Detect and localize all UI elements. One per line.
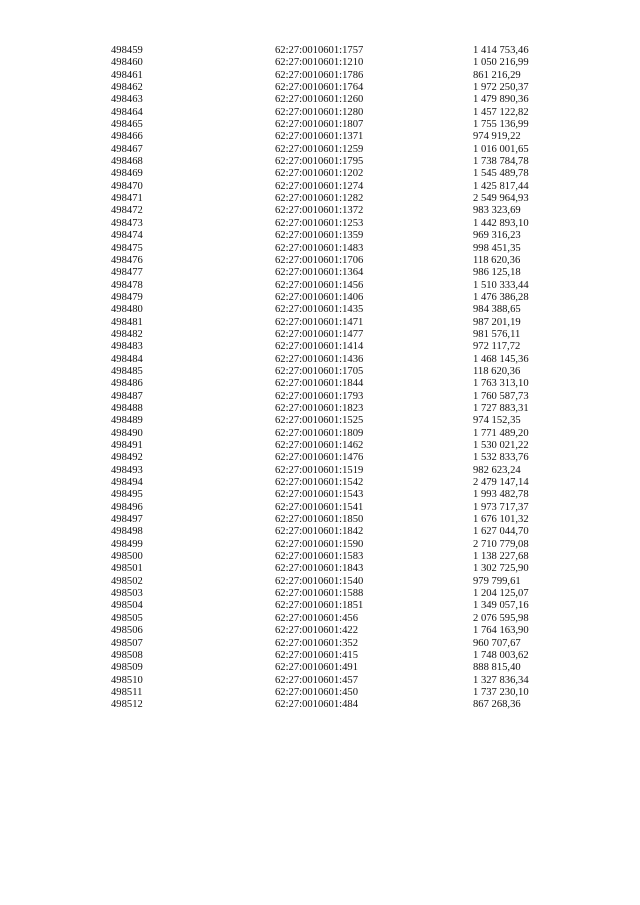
cadastral-value-cell: 983 323,69 <box>473 205 521 217</box>
table-row <box>111 638 563 650</box>
cadastral-value-cell: 1 764 163,90 <box>473 625 529 637</box>
record-number-cell: 498485 <box>111 365 143 377</box>
record-number-cell: 498463 <box>111 94 143 106</box>
record-number-cell: 498472 <box>111 205 143 217</box>
cadastral-value-table <box>111 45 563 712</box>
table-row <box>111 526 563 538</box>
cadastral-number-cell: 62:27:0010601:1483 <box>275 242 364 254</box>
record-number-cell: 498464 <box>111 106 143 118</box>
table-row <box>111 317 563 329</box>
cadastral-number-cell: 62:27:0010601:456 <box>275 612 358 624</box>
record-number-cell: 498493 <box>111 464 143 476</box>
cadastral-value-cell: 981 576,11 <box>473 328 521 340</box>
cadastral-number-cell: 62:27:0010601:1471 <box>275 316 364 328</box>
cadastral-value-cell: 1 993 482,78 <box>473 489 529 501</box>
record-number-cell: 498459 <box>111 45 143 56</box>
record-number-cell: 498474 <box>111 230 143 242</box>
cadastral-value-cell: 118 620,36 <box>473 254 521 266</box>
cadastral-value-cell: 979 799,61 <box>473 575 521 587</box>
record-number-cell: 498495 <box>111 489 143 501</box>
cadastral-value-cell: 1 763 313,10 <box>473 378 529 390</box>
cadastral-value-cell: 987 201,19 <box>473 316 521 328</box>
record-number-cell: 498480 <box>111 304 143 316</box>
record-number-cell: 498465 <box>111 119 143 131</box>
table-row <box>111 477 563 489</box>
cadastral-value-cell: 1 204 125,07 <box>473 588 529 600</box>
table-row <box>111 243 563 255</box>
record-number-cell: 498483 <box>111 341 143 353</box>
cadastral-number-cell: 62:27:0010601:1477 <box>275 328 364 340</box>
cadastral-value-cell: 2 076 595,98 <box>473 612 529 624</box>
table-row <box>111 255 563 267</box>
cadastral-value-cell: 972 117,72 <box>473 341 521 353</box>
table-row <box>111 452 563 464</box>
record-number-cell: 498506 <box>111 625 143 637</box>
table-row <box>111 539 563 551</box>
table-row <box>111 144 563 156</box>
cadastral-number-cell: 62:27:0010601:1843 <box>275 563 364 575</box>
table-row <box>111 218 563 230</box>
table-row <box>111 440 563 452</box>
record-number-cell: 498468 <box>111 156 143 168</box>
cadastral-value-cell: 1 972 250,37 <box>473 82 529 94</box>
cadastral-number-cell: 62:27:0010601:1210 <box>275 57 364 69</box>
table-row <box>111 181 563 193</box>
table-row <box>111 489 563 501</box>
record-number-cell: 498491 <box>111 440 143 451</box>
cadastral-value-cell: 861 216,29 <box>473 69 521 81</box>
record-number-cell: 498471 <box>111 193 143 205</box>
cadastral-number-cell: 62:27:0010601:1259 <box>275 143 364 155</box>
cadastral-value-cell: 867 268,36 <box>473 699 521 711</box>
cadastral-number-cell: 62:27:0010601:491 <box>275 662 358 674</box>
record-number-cell: 498510 <box>111 674 143 686</box>
record-number-cell: 498494 <box>111 477 143 489</box>
record-number-cell: 498512 <box>111 699 143 711</box>
record-number-cell: 498477 <box>111 267 143 279</box>
cadastral-number-cell: 62:27:0010601:1253 <box>275 217 364 229</box>
cadastral-value-cell: 1 457 122,82 <box>473 106 529 118</box>
cadastral-value-cell: 1 510 333,44 <box>473 279 529 291</box>
cadastral-number-cell: 62:27:0010601:1406 <box>275 291 364 303</box>
cadastral-number-cell: 62:27:0010601:1364 <box>275 267 364 279</box>
cadastral-value-cell: 1 748 003,62 <box>473 649 529 661</box>
record-number-cell: 498484 <box>111 353 143 365</box>
cadastral-value-cell: 1 476 386,28 <box>473 291 529 303</box>
table-row <box>111 415 563 427</box>
record-number-cell: 498461 <box>111 69 143 81</box>
table-row <box>111 687 563 699</box>
cadastral-number-cell: 62:27:0010601:352 <box>275 637 358 649</box>
cadastral-number-cell: 62:27:0010601:1541 <box>275 501 364 513</box>
record-number-cell: 498496 <box>111 501 143 513</box>
table-row <box>111 502 563 514</box>
cadastral-number-cell: 62:27:0010601:1844 <box>275 378 364 390</box>
record-number-cell: 498479 <box>111 291 143 303</box>
record-number-cell: 498482 <box>111 328 143 340</box>
cadastral-number-cell: 62:27:0010601:1435 <box>275 304 364 316</box>
table-row <box>111 563 563 575</box>
table-row <box>111 465 563 477</box>
record-number-cell: 498462 <box>111 82 143 94</box>
cadastral-number-cell: 62:27:0010601:1764 <box>275 82 364 94</box>
cadastral-number-cell: 62:27:0010601:1282 <box>275 193 364 205</box>
table-row <box>111 82 563 94</box>
cadastral-number-cell: 62:27:0010601:1436 <box>275 353 364 365</box>
record-number-cell: 498486 <box>111 378 143 390</box>
table-row <box>111 699 563 711</box>
cadastral-number-cell: 62:27:0010601:457 <box>275 674 358 686</box>
table-row <box>111 292 563 304</box>
table-body <box>111 45 563 712</box>
cadastral-number-cell: 62:27:0010601:1542 <box>275 477 364 489</box>
cadastral-number-cell: 62:27:0010601:1260 <box>275 94 364 106</box>
cadastral-number-cell: 62:27:0010601:1359 <box>275 230 364 242</box>
cadastral-value-cell: 118 620,36 <box>473 365 521 377</box>
table-row <box>111 588 563 600</box>
cadastral-value-cell: 1 727 883,31 <box>473 402 529 414</box>
record-number-cell: 498467 <box>111 143 143 155</box>
record-number-cell: 498504 <box>111 600 143 612</box>
table-row <box>111 576 563 588</box>
record-number-cell: 498476 <box>111 254 143 266</box>
cadastral-value-cell: 1 050 216,99 <box>473 57 529 69</box>
cadastral-number-cell: 62:27:0010601:450 <box>275 686 358 698</box>
cadastral-number-cell: 62:27:0010601:1476 <box>275 452 364 464</box>
cadastral-value-cell: 1 676 101,32 <box>473 514 529 526</box>
record-number-cell: 498499 <box>111 538 143 550</box>
record-number-cell: 498466 <box>111 131 143 143</box>
record-number-cell: 498511 <box>111 686 143 698</box>
table-row <box>111 391 563 403</box>
table-row <box>111 551 563 563</box>
cadastral-number-cell: 62:27:0010601:1202 <box>275 168 364 180</box>
cadastral-number-cell: 62:27:0010601:1706 <box>275 254 364 266</box>
cadastral-value-cell: 1 545 489,78 <box>473 168 529 180</box>
cadastral-number-cell: 62:27:0010601:1372 <box>275 205 364 217</box>
cadastral-number-cell: 62:27:0010601:1793 <box>275 390 364 402</box>
table-row <box>111 304 563 316</box>
record-number-cell: 498478 <box>111 279 143 291</box>
table-row <box>111 45 563 57</box>
record-number-cell: 498488 <box>111 402 143 414</box>
cadastral-value-cell: 969 316,23 <box>473 230 521 242</box>
table-row <box>111 94 563 106</box>
table-row <box>111 131 563 143</box>
record-number-cell: 498501 <box>111 563 143 575</box>
cadastral-number-cell: 62:27:0010601:422 <box>275 625 358 637</box>
table-row <box>111 613 563 625</box>
cadastral-number-cell: 62:27:0010601:1851 <box>275 600 364 612</box>
cadastral-number-cell: 62:27:0010601:1543 <box>275 489 364 501</box>
cadastral-value-cell: 1 755 136,99 <box>473 119 529 131</box>
cadastral-value-cell: 1 442 893,10 <box>473 217 529 229</box>
table-row <box>111 366 563 378</box>
cadastral-value-cell: 1 302 725,90 <box>473 563 529 575</box>
cadastral-value-cell: 984 388,65 <box>473 304 521 316</box>
cadastral-number-cell: 62:27:0010601:1590 <box>275 538 364 550</box>
cadastral-value-cell: 1 138 227,68 <box>473 551 529 563</box>
cadastral-value-cell: 2 549 964,93 <box>473 193 529 205</box>
record-number-cell: 498475 <box>111 242 143 254</box>
table-row <box>111 230 563 242</box>
table-row <box>111 70 563 82</box>
table-row <box>111 57 563 69</box>
record-number-cell: 498487 <box>111 390 143 402</box>
cadastral-number-cell: 62:27:0010601:1823 <box>275 402 364 414</box>
record-number-cell: 498509 <box>111 662 143 674</box>
cadastral-number-cell: 62:27:0010601:1462 <box>275 440 364 451</box>
table-row <box>111 428 563 440</box>
table-row <box>111 168 563 180</box>
table-row <box>111 156 563 168</box>
table-row <box>111 280 563 292</box>
table-row <box>111 193 563 205</box>
record-number-cell: 498473 <box>111 217 143 229</box>
cadastral-number-cell: 62:27:0010601:1588 <box>275 588 364 600</box>
table-row <box>111 329 563 341</box>
cadastral-value-cell: 1 016 001,65 <box>473 143 529 155</box>
record-number-cell: 498502 <box>111 575 143 587</box>
record-number-cell: 498503 <box>111 588 143 600</box>
cadastral-value-cell: 974 919,22 <box>473 131 521 143</box>
cadastral-value-cell: 1 738 784,78 <box>473 156 529 168</box>
table-row <box>111 675 563 687</box>
cadastral-value-cell: 1 349 057,16 <box>473 600 529 612</box>
cadastral-number-cell: 62:27:0010601:1371 <box>275 131 364 143</box>
record-number-cell: 498498 <box>111 526 143 538</box>
table-row <box>111 341 563 353</box>
cadastral-value-cell: 960 707,67 <box>473 637 521 649</box>
record-number-cell: 498505 <box>111 612 143 624</box>
cadastral-number-cell: 62:27:0010601:1456 <box>275 279 364 291</box>
table-row <box>111 354 563 366</box>
cadastral-number-cell: 62:27:0010601:415 <box>275 649 358 661</box>
cadastral-number-cell: 62:27:0010601:1786 <box>275 69 364 81</box>
cadastral-value-cell: 1 425 817,44 <box>473 180 529 192</box>
cadastral-number-cell: 62:27:0010601:1280 <box>275 106 364 118</box>
cadastral-number-cell: 62:27:0010601:1809 <box>275 427 364 439</box>
cadastral-value-cell: 2 710 779,08 <box>473 538 529 550</box>
cadastral-number-cell: 62:27:0010601:1540 <box>275 575 364 587</box>
table-row <box>111 107 563 119</box>
record-number-cell: 498508 <box>111 649 143 661</box>
cadastral-value-cell: 888 815,40 <box>473 662 521 674</box>
cadastral-value-cell: 1 532 833,76 <box>473 452 529 464</box>
cadastral-value-cell: 974 152,35 <box>473 415 521 427</box>
table-row <box>111 650 563 662</box>
record-number-cell: 498490 <box>111 427 143 439</box>
cadastral-value-cell: 1 737 230,10 <box>473 686 529 698</box>
table-row <box>111 378 563 390</box>
cadastral-value-cell: 1 627 044,70 <box>473 526 529 538</box>
record-number-cell: 498492 <box>111 452 143 464</box>
table-row <box>111 267 563 279</box>
cadastral-number-cell: 62:27:0010601:484 <box>275 699 358 711</box>
cadastral-value-cell: 1 973 717,37 <box>473 501 529 513</box>
cadastral-number-cell: 62:27:0010601:1807 <box>275 119 364 131</box>
cadastral-number-cell: 62:27:0010601:1519 <box>275 464 364 476</box>
table-row <box>111 625 563 637</box>
table-row <box>111 205 563 217</box>
cadastral-value-cell: 1 760 587,73 <box>473 390 529 402</box>
table-row <box>111 119 563 131</box>
record-number-cell: 498500 <box>111 551 143 563</box>
cadastral-number-cell: 62:27:0010601:1757 <box>275 45 364 56</box>
cadastral-number-cell: 62:27:0010601:1850 <box>275 514 364 526</box>
cadastral-value-cell: 1 530 021,22 <box>473 440 529 451</box>
record-number-cell: 498489 <box>111 415 143 427</box>
record-number-cell: 498469 <box>111 168 143 180</box>
table-row <box>111 514 563 526</box>
table-row <box>111 403 563 415</box>
cadastral-value-cell: 986 125,18 <box>473 267 521 279</box>
cadastral-value-cell: 2 479 147,14 <box>473 477 529 489</box>
cadastral-value-cell: 1 468 145,36 <box>473 353 529 365</box>
cadastral-value-cell: 1 771 489,20 <box>473 427 529 439</box>
cadastral-value-cell: 982 623,24 <box>473 464 521 476</box>
cadastral-value-cell: 1 327 836,34 <box>473 674 529 686</box>
record-number-cell: 498507 <box>111 637 143 649</box>
cadastral-number-cell: 62:27:0010601:1795 <box>275 156 364 168</box>
cadastral-number-cell: 62:27:0010601:1414 <box>275 341 364 353</box>
record-number-cell: 498470 <box>111 180 143 192</box>
table-row <box>111 662 563 674</box>
record-number-cell: 498460 <box>111 57 143 69</box>
record-number-cell: 498497 <box>111 514 143 526</box>
cadastral-number-cell: 62:27:0010601:1705 <box>275 365 364 377</box>
cadastral-number-cell: 62:27:0010601:1274 <box>275 180 364 192</box>
cadastral-value-cell: 1 479 890,36 <box>473 94 529 106</box>
cadastral-value-cell: 1 414 753,46 <box>473 45 529 56</box>
cadastral-number-cell: 62:27:0010601:1525 <box>275 415 364 427</box>
cadastral-number-cell: 62:27:0010601:1842 <box>275 526 364 538</box>
record-number-cell: 498481 <box>111 316 143 328</box>
cadastral-value-cell: 998 451,35 <box>473 242 521 254</box>
table-row <box>111 600 563 612</box>
cadastral-number-cell: 62:27:0010601:1583 <box>275 551 364 563</box>
